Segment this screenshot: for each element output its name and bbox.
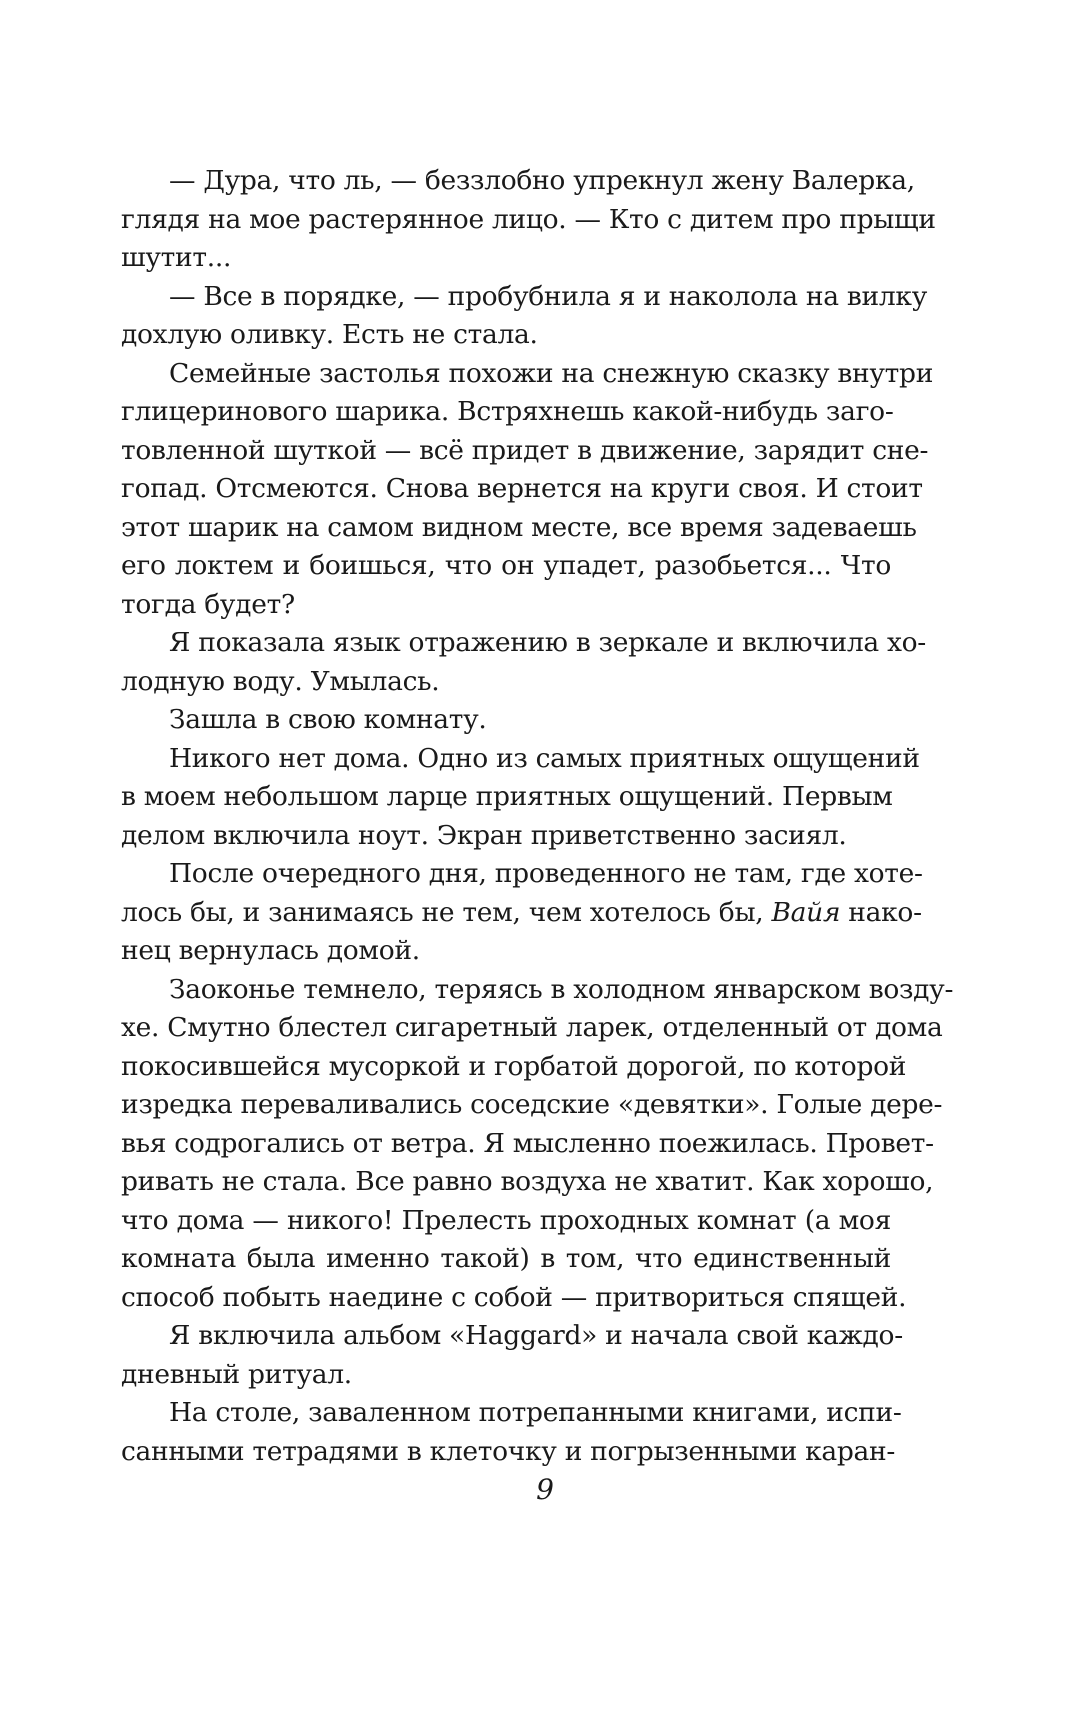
text-line: глядя на мое растерянное лицо. — Кто с дитем про прыщи xyxy=(121,203,936,235)
text-line: дохлую оливку. Есть не стала. xyxy=(121,319,538,350)
text-line: его локтем и боишься, что он упадет, разобьется... Что xyxy=(121,550,891,581)
character-name: Вайя xyxy=(771,896,841,928)
text-line: Семейные застолья похожи на снежную сказку внутри xyxy=(169,357,934,389)
text-line: На столе, заваленном потрепанными книгами, испи- xyxy=(169,1397,902,1428)
text-line: способ побыть наедине с собой — притвориться спящей. xyxy=(121,1281,907,1313)
text-line: что дома — никого! Прелесть проходных комнат (а моя xyxy=(121,1204,891,1236)
text-line: санными тетрадями в клеточку и погрызенными каран- xyxy=(121,1435,896,1467)
text-line: — Все в порядке, — пробубнила я и наколола на вилку xyxy=(169,280,927,312)
text-line: тогда будет? xyxy=(121,588,295,620)
text-line: вья содрогались от ветра. Я мысленно поежилась. Провет- xyxy=(121,1127,934,1159)
text-line: в моем небольшом ларце приятных ощущений. Первым xyxy=(121,781,893,812)
text-line: Зашла в свою комнату. xyxy=(169,704,487,735)
text-line: этот шарик на самом видном месте, все время задеваешь xyxy=(121,511,917,543)
text-line: лось бы, и занимаясь не тем, чем хотелось бы, Вайя нако- xyxy=(121,896,922,928)
text-line: ривать не стала. Все равно воздуха не хватит. Как хорошо, xyxy=(121,1166,934,1197)
text-line: изредка переваливались соседские «девятки». Голые дере- xyxy=(121,1089,943,1120)
text-line: — Дура, что ль, — беззлобно упрекнул жену Валерка, xyxy=(169,165,915,196)
body-text xyxy=(121,162,954,1471)
text-line: нец вернулась домой. xyxy=(121,935,420,966)
text-line: лодную воду. Умылась. xyxy=(121,665,440,697)
text-line: Я включила альбом «Haggard» и начала свой каждо- xyxy=(169,1320,903,1351)
text-line: товленной шуткой — всё придет в движение, зарядит сне- xyxy=(121,434,929,466)
page-number: 9 xyxy=(536,1473,554,1506)
text-line: Я показала язык отражению в зеркале и включила хо- xyxy=(169,627,926,658)
text-line: шутит... xyxy=(121,242,232,273)
text-line: Заоконье темнело, теряясь в холодном январском возду- xyxy=(169,973,954,1005)
text-line: После очередного дня, проведенного не там, где хоте- xyxy=(169,858,923,889)
text-line: гопад. Отсмеются. Снова вернется на круги своя. И стоит xyxy=(121,473,923,504)
text-line: делом включила ноут. Экран приветственно засиял. xyxy=(121,819,847,851)
text-line: дневный ритуал. xyxy=(121,1358,352,1390)
text-line: глицеринового шарика. Встряхнешь какой-нибудь заго- xyxy=(121,396,894,427)
text-line: Никого нет дома. Одно из самых приятных ощущений xyxy=(169,742,920,774)
text-line: покосившейся мусоркой и горбатой дорогой, по которой xyxy=(121,1050,907,1082)
text-line: комната была именно такой) в том, что единственный xyxy=(121,1243,891,1274)
text-line: хе. Смутно блестел сигаретный ларек, отделенный от дома xyxy=(121,1012,943,1043)
